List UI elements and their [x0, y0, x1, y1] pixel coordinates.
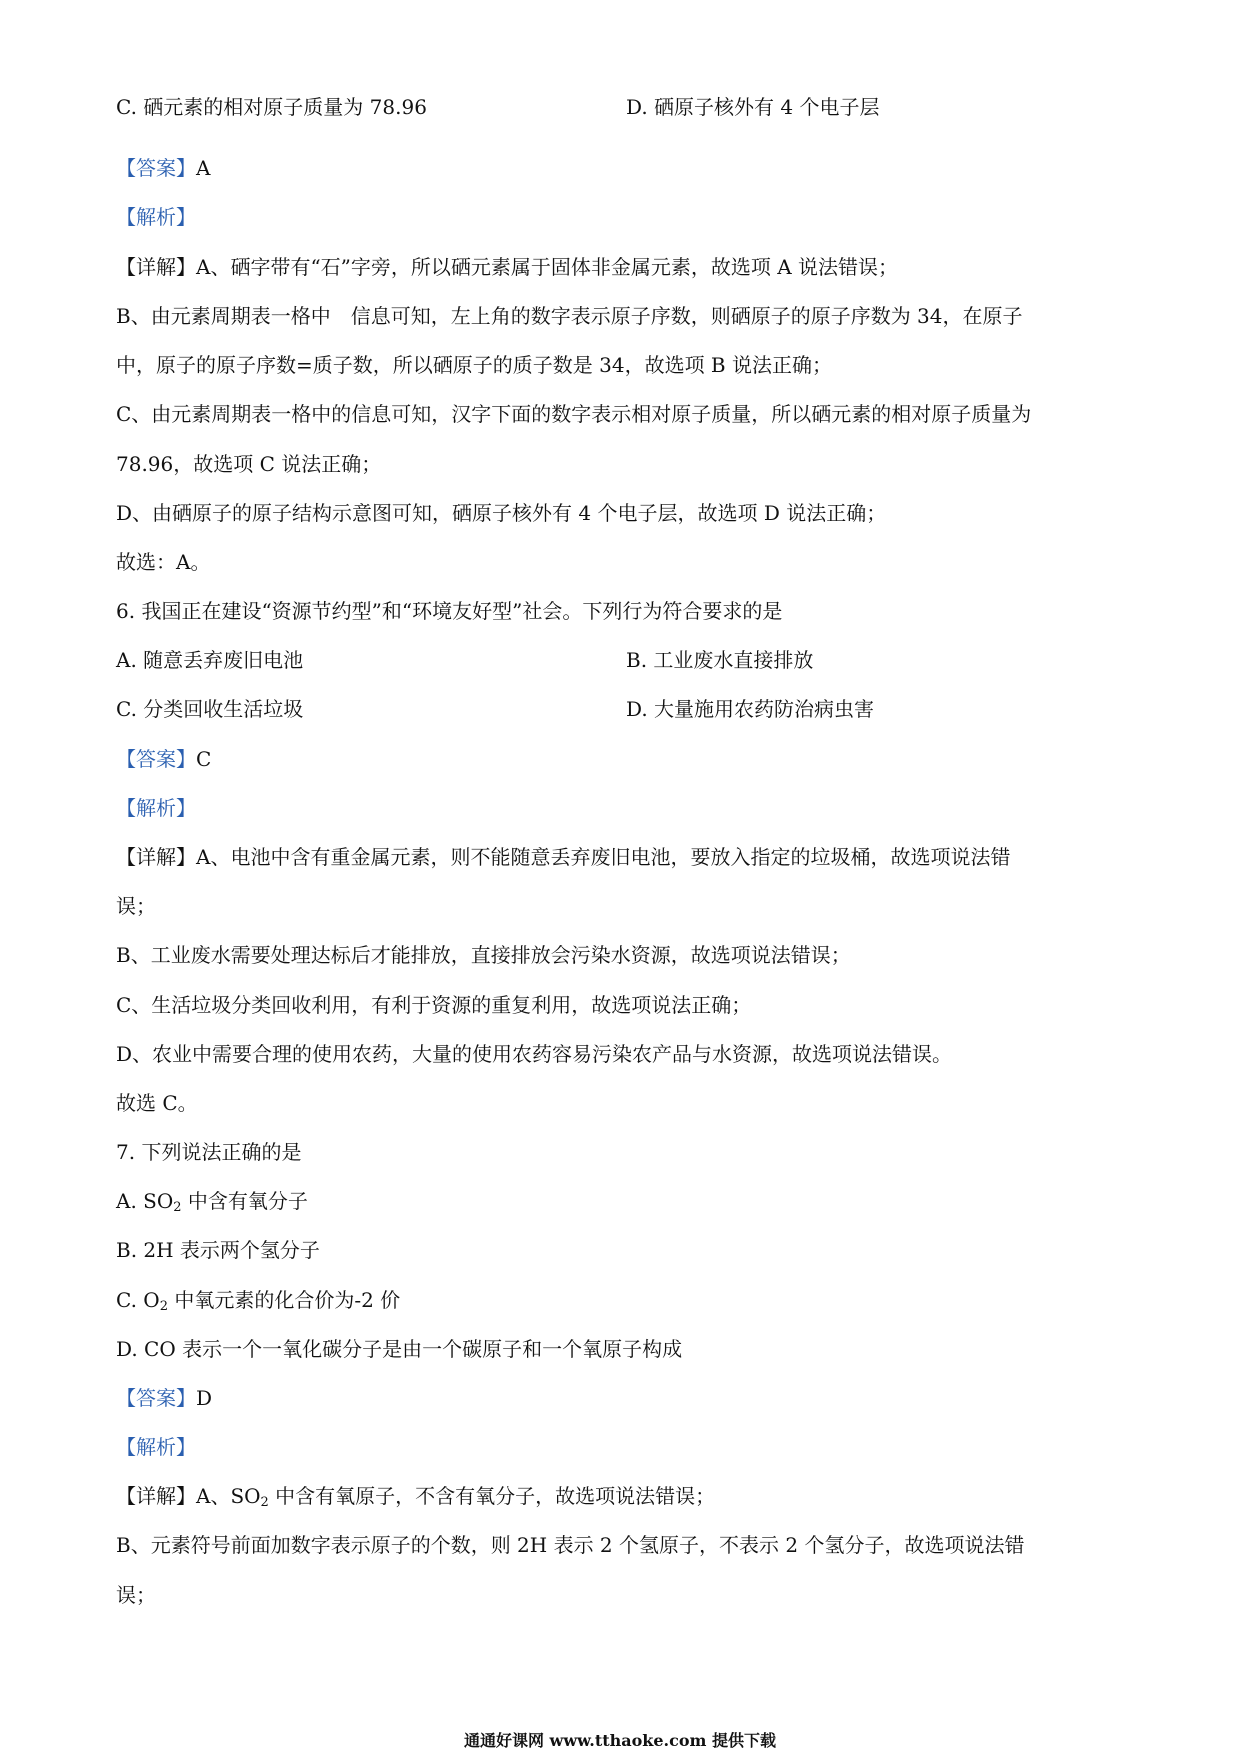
- q5-detail-c2: 78.96，故选项 C 说法正确；: [116, 452, 382, 476]
- detail-tag: 【详解】: [116, 1484, 196, 1508]
- subscript: 2: [173, 1200, 182, 1215]
- answer-value: D: [196, 1386, 213, 1410]
- q5-detail-b1: B、由元素周期表一格中 信息可知，左上角的数字表示原子序数，则硒原子的原子序数为 34，在原子: [116, 304, 1023, 328]
- q7-option-c: [116, 1285, 400, 1315]
- answer-value: C: [196, 747, 212, 771]
- q5-detail-d: D、由硒原子的原子结构示意图可知，硒原子核外有 4 个电子层，故选项 D 说法正确；: [116, 501, 887, 525]
- q7-option-b: B. 2H 表示两个氢分子: [116, 1238, 320, 1262]
- option-text: A. SO: [116, 1189, 174, 1213]
- answer-tag: 【答案】: [116, 747, 196, 771]
- answer-tag: 【答案】: [116, 156, 196, 180]
- detail-text: 中含有氧原子，不含有氧分子，故选项说法错误；: [268, 1484, 716, 1508]
- q6-option-c: C. 分类回收生活垃圾: [116, 697, 304, 721]
- q7-detail-b1: B、元素符号前面加数字表示原子的个数，则 2H 表示 2 个氢原子，不表示 2 个氢分子，故选项说法错: [116, 1533, 1025, 1557]
- detail-text: A、硒字带有“石”字旁，所以硒元素属于固体非金属元素，故选项 A 说法错误；: [196, 255, 899, 279]
- q6-detail-b: B、工业废水需要处理达标后才能排放，直接排放会污染水资源，故选项说法错误；: [116, 943, 851, 967]
- q6-detail-a2: 误；: [116, 894, 156, 918]
- answer-value: A: [196, 156, 211, 180]
- q5-detail-c1: C、由元素周期表一格中的信息可知，汉字下面的数字表示相对原子质量，所以硒元素的相对原子质量为: [116, 402, 1032, 426]
- q6-answer: [116, 744, 211, 774]
- subscript: 2: [260, 1495, 269, 1510]
- q7-analysis-tag: 【解析】: [116, 1435, 196, 1459]
- q6-conclusion: 故选 C。: [116, 1091, 198, 1115]
- q5-detail-a: [116, 252, 898, 282]
- q7-option-d: D. CO 表示一个一氧化碳分子是由一个碳原子和一个氧原子构成: [116, 1337, 683, 1361]
- detail-text: A、电池中含有重金属元素，则不能随意丢弃废旧电池，要放入指定的垃圾桶，故选项说法错: [196, 845, 1011, 869]
- q5-detail-b2: 中，原子的原子序数=质子数，所以硒原子的质子数是 34，故选项 B 说法正确；: [116, 353, 832, 377]
- q5-option-c: C. 硒元素的相对原子质量为 78.96: [116, 95, 427, 119]
- detail-tag: 【详解】: [116, 845, 196, 869]
- subscript: 2: [159, 1299, 168, 1314]
- q6-option-b: B. 工业废水直接排放: [626, 648, 814, 672]
- q6-option-d: D. 大量施用农药防治病虫害: [626, 697, 875, 721]
- detail-tag: 【详解】: [116, 255, 196, 279]
- option-text: 中氧元素的化合价为-2 价: [167, 1288, 401, 1312]
- q6-detail-c: C、生活垃圾分类回收利用，有利于资源的重复利用，故选项说法正确；: [116, 993, 752, 1017]
- q6-detail-a1: [116, 842, 1010, 872]
- q6-stem: 6. 我国正在建设“资源节约型”和“环境友好型”社会。下列行为符合要求的是: [116, 599, 783, 623]
- q7-stem: 7. 下列说法正确的是: [116, 1140, 302, 1164]
- q7-detail-a: [116, 1481, 715, 1511]
- q7-option-a: [116, 1186, 308, 1216]
- q6-analysis-tag: 【解析】: [116, 796, 196, 820]
- option-text: 中含有氧分子: [181, 1189, 308, 1213]
- answer-tag: 【答案】: [116, 1386, 196, 1410]
- q5-analysis-tag: 【解析】: [116, 205, 196, 229]
- q5-option-d: D. 硒原子核外有 4 个电子层: [626, 95, 880, 119]
- page-footer: 通通好课网 www.tthaoke.com 提供下载: [463, 1731, 777, 1750]
- q7-detail-b2: 误；: [116, 1583, 156, 1607]
- q5-answer: [116, 153, 210, 183]
- q6-detail-d: D、农业中需要合理的使用农药，大量的使用农药容易污染农产品与水资源，故选项说法错误。: [116, 1042, 953, 1066]
- option-text: C. O: [116, 1288, 160, 1312]
- q5-conclusion: 故选：A。: [116, 550, 211, 574]
- q6-option-a: A. 随意丢弃废旧电池: [116, 648, 304, 672]
- detail-text: A、SO: [196, 1484, 261, 1508]
- q7-answer: [116, 1383, 212, 1413]
